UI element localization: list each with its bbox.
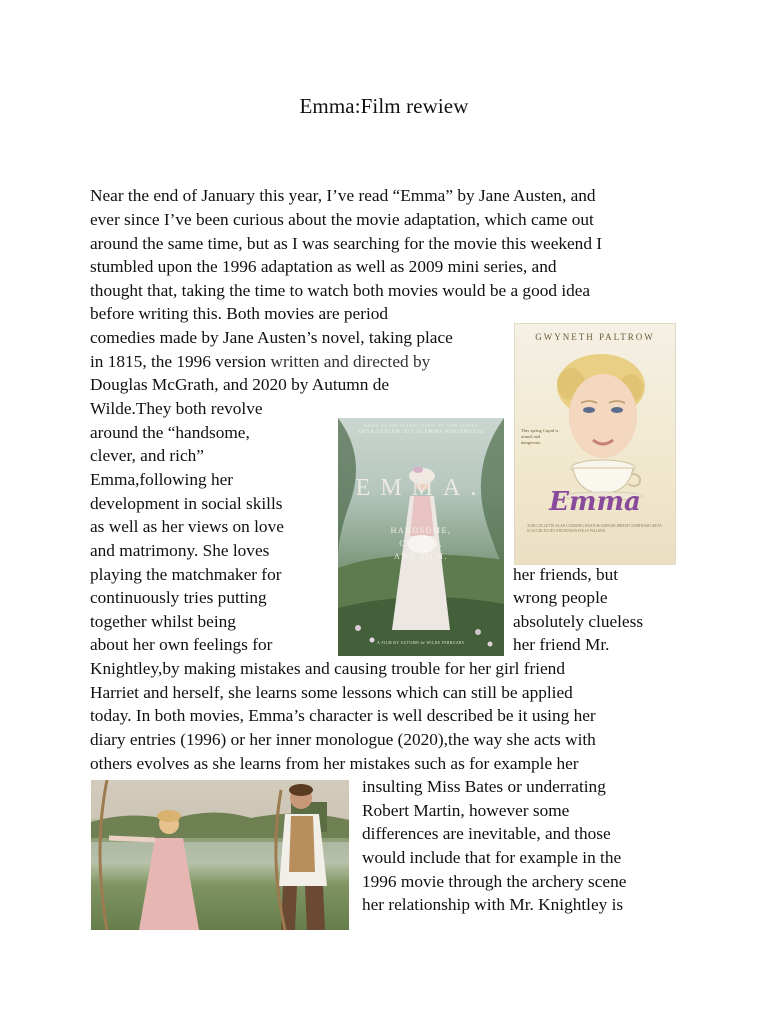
text-line: thought that, taking the time to watch both movies would be a good idea [90,281,591,300]
text-line: absolutely clueless [513,612,644,631]
text-line: insulting Miss Bates or underrating [362,777,606,796]
text-line [90,350,430,374]
archery-scene-still [91,780,349,930]
text-line: Near the end of January this year, I’ve read “Emma” by Jane Austen, and [90,186,596,205]
emma-2020-poster [338,418,504,656]
text-line: wrong people [513,588,608,607]
poster-tagline [368,524,474,563]
text-line: ever since I’ve been curious about the movie adaptation, which came out [90,210,594,229]
text-line: 1996 movie through the archery scene [362,872,627,891]
tagline-line: AND RICH. [394,552,448,561]
text-line: about her own feelings for [90,635,273,654]
text-line: stumbled upon the 1996 adaptation as well as 2009 mini series, and [90,257,557,276]
text-segment: in 1815, the 1996 version [90,352,267,371]
text-segment: written and directed by [266,352,431,371]
text-line: her relationship with Mr. Knightley is [362,895,624,914]
text-line: Harriet and herself, she learns some lessons which can still be applied [90,683,573,702]
text-line: around the “handsome, [90,423,250,442]
text-line: Wilde.They both revolve [90,399,263,418]
poster-bottom-text: A FILM BY AUTUMN de WILDE FEBRUARY [377,641,465,645]
poster-title: EMMA. [355,475,487,501]
poster-actor-name: GWYNETH PALTROW [535,332,655,342]
text-line: comedies made by Jane Austen’s novel, taking place [90,328,453,347]
text-line: playing the matchmaker for [90,565,282,584]
text-line: development in social skills [90,494,283,513]
page-title: Emma:Film rewiew [299,94,469,118]
poster-tagline: This spring Cupid is armed and dangerous. [521,428,559,445]
text-line: together whilst being [90,612,236,631]
text-line: Douglas McGrath, and 2020 by Autumn de [90,375,390,394]
poster-title: Emma [549,487,641,517]
poster-top-text: BASED ON THE CLASSIC NOVEL BY JANE AUSTEN [363,424,478,428]
tagline-line: CLEVER, [399,539,443,548]
text-line: her friends, but [513,565,619,584]
poster-credits: TONI COLLETTE ALAN CUMMING EWAN McGREGOR JEREMY NORTHAM GRETA SCACCHI JULIET STEVENSON POLLY WALKER [527,524,662,533]
text-line: and matrimony. She loves [90,541,270,560]
emma-1996-poster [515,324,675,564]
text-line: Knightley,by making mistakes and causing trouble for her girl friend [90,659,565,678]
text-line: differences are inevitable, and those [362,824,611,843]
text-line: Robert Martin, however some [362,801,570,820]
archery-scene-illustration [91,780,349,930]
text-line: as well as her views on love [90,517,284,536]
text-line: before writing this. Both movies are period [90,304,389,323]
text-line: others evolves as she learns from her mistakes such as for example her [90,754,579,773]
poster-actors: ANYA TAYLOR-JOY IS EMMA WOODHOUSE [357,430,485,435]
text-line: Emma,following her [90,470,234,489]
text-line: continuously tries putting [90,588,267,607]
text-line: diary entries (1996) or her inner monologue (2020),the way she acts with [90,730,596,749]
text-line: today. In both movies, Emma’s character is well described be it using her [90,706,596,725]
text-line: around the same time, but as I was searching for the movie this weekend I [90,234,603,253]
text-line: her friend Mr. [513,635,610,654]
text-line: would include that for example in the [362,848,622,867]
tagline-line: HANDSOME, [390,526,452,535]
text-line: clever, and rich” [90,446,204,465]
